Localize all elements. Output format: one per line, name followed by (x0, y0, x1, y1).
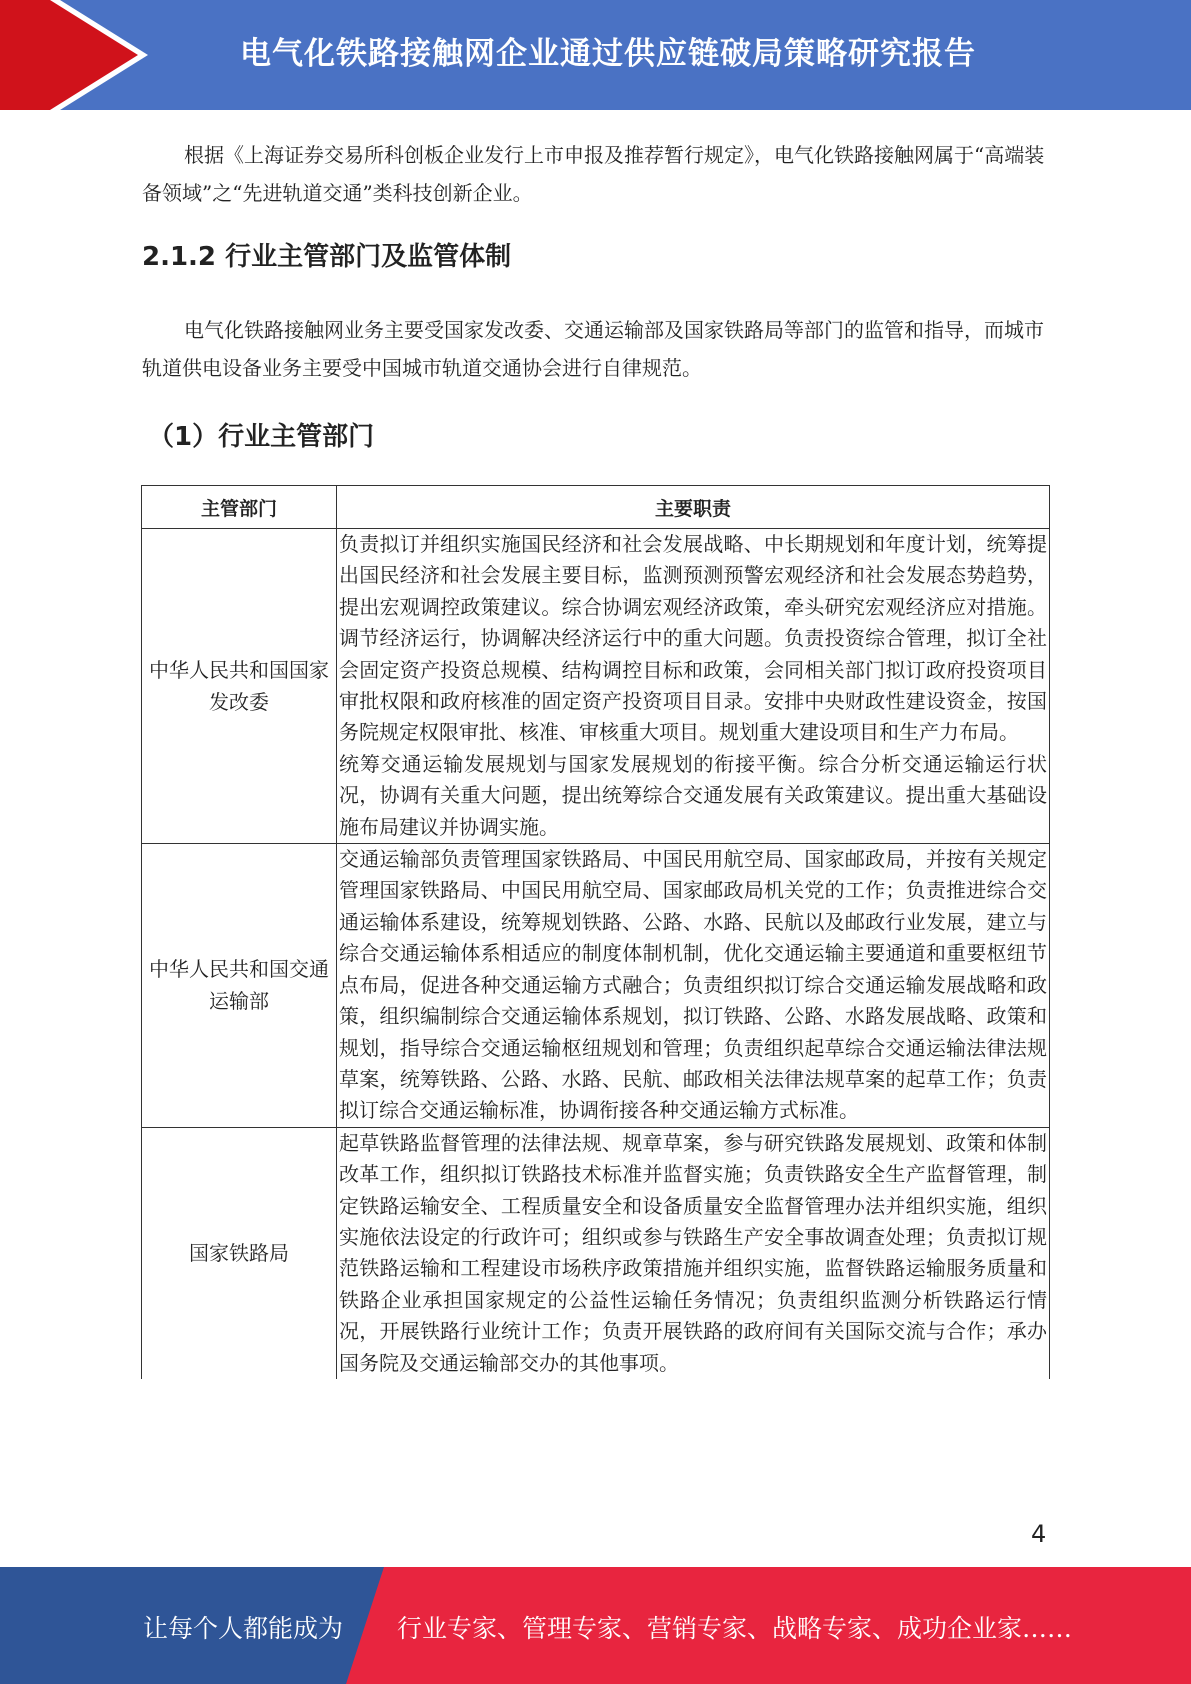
section-paragraph: 电气化铁路接触网业务主要受国家发改委、交通运输部及国家铁路局等部门的监管和指导，而城市轨道供电设备业务主要受中国城市轨道交通协会进行自律规范。 (142, 318, 1044, 380)
intro-paragraph: 根据《上海证券交易所科创板企业发行上市申报及推荐暂行规定》，电气化铁路接触网属于“高端装备领域”之“先进轨道交通”类科技创新企业。 (142, 143, 1045, 205)
duties-text: 交通运输部负责管理国家铁路局、中国民用航空局、国家邮政局，并按有关规定管理国家铁路局、中国民用航空局、国家邮政局机关党的工作；负责推进综合交通运输体系建设，统筹规划铁路、公路、水路、民航以及邮政行业发展，建立与综合交通运输体系相适应的制度体制机制，优化交通运输主要通道和重要枢纽节点布局，促进各种交通运输方式融合；负责组织拟订综合交通运输发展战略和政策，组织编制综合交通运输体系规划，拟订铁路、公路、水路发展战略、政策和规划，指导综合交通运输枢纽规划和管理；负责组织起草综合交通运输法律法规草案，统筹铁路、公路、水路、民航、邮政相关法律法规草案的起草工作；负责拟订综合交通运输标准，协调衔接各种交通运输方式标准。 (339, 847, 1047, 1123)
duties-text: 起草铁路监督管理的法律法规、规章草案，参与研究铁路发展规划、政策和体制改革工作，组织拟订铁路技术标准并监督实施；负责铁路安全生产监督管理，制定铁路运输安全、工程质量安全和设备质量安全监督管理办法并组织实施，组织实施依法设定的行政许可；组织或参与铁路生产安全事故调查处理；负责拟订规范铁路运输和工程建设市场秩序政策措施并组织实施，监督铁路运输服务质量和铁路企业承担国家规定的公益性运输任务情况；负责组织监测分析铁路运行情况，开展铁路行业统计工作；负责开展铁路的政府间有关国际交流与合作；承办国务院及交通运输部交办的其他事项。 (339, 1130, 1047, 1375)
table-row (142, 529, 1050, 844)
duties-text: 负责拟订并组织实施国民经济和社会发展战略、中长期规划和年度计划，统筹提出国民经济和社会发展主要目标，监测预测预警宏观经济和社会发展态势趋势，提出宏观调控政策建议。综合协调宏观经济政策，牵头研究宏观经济应对措施。调节经济运行，协调解决经济运行中的重大问题。负责投资综合管理，拟订全社会固定资产投资总规模、结构调控目标和政策，会同相关部门拟订政府投资项目审批权限和政府核准的固定资产投资项目目录。安排中央财政性建设资金，按国务院规定权限审批、核准、审核重大项目。规划重大建设项目和生产力布局。 (339, 532, 1047, 745)
department-duties-table (141, 485, 1050, 1379)
footer-slogan-left: 让每个人都能成为 (143, 1614, 344, 1643)
page-header (0, 0, 1191, 110)
department-cell: 中华人民共和国国家发改委 (142, 529, 337, 844)
table-row (142, 1127, 1050, 1379)
footer-slogan-right: 行业专家、管理专家、营销专家、战略专家、成功企业家…… (397, 1614, 1073, 1643)
page-footer (0, 1567, 1191, 1684)
column-header-department: 主管部门 (142, 486, 337, 529)
department-cell: 国家铁路局 (142, 1127, 337, 1379)
table-row (142, 844, 1050, 1128)
report-title: 电气化铁路接触网企业通过供应链破局策略研究报告 (240, 36, 976, 72)
duties-cell (337, 1127, 1050, 1379)
subsection-heading: （1）行业主管部门 (148, 422, 375, 452)
column-header-duties: 主要职责 (337, 486, 1050, 529)
table-header-row (142, 486, 1050, 529)
duties-text: 统筹交通运输发展规划与国家发展规划的衔接平衡。综合分析交通运输运行状况，协调有关重大问题，提出统筹综合交通发展有关政策建议。提出重大基础设施布局建议并协调实施。 (339, 751, 1047, 839)
section-heading: 2.1.2 行业主管部门及监管体制 (142, 242, 512, 272)
page-number: 4 (1031, 1520, 1047, 1548)
duties-cell (337, 529, 1050, 844)
duties-cell (337, 844, 1050, 1128)
department-cell: 中华人民共和国交通运输部 (142, 844, 337, 1128)
